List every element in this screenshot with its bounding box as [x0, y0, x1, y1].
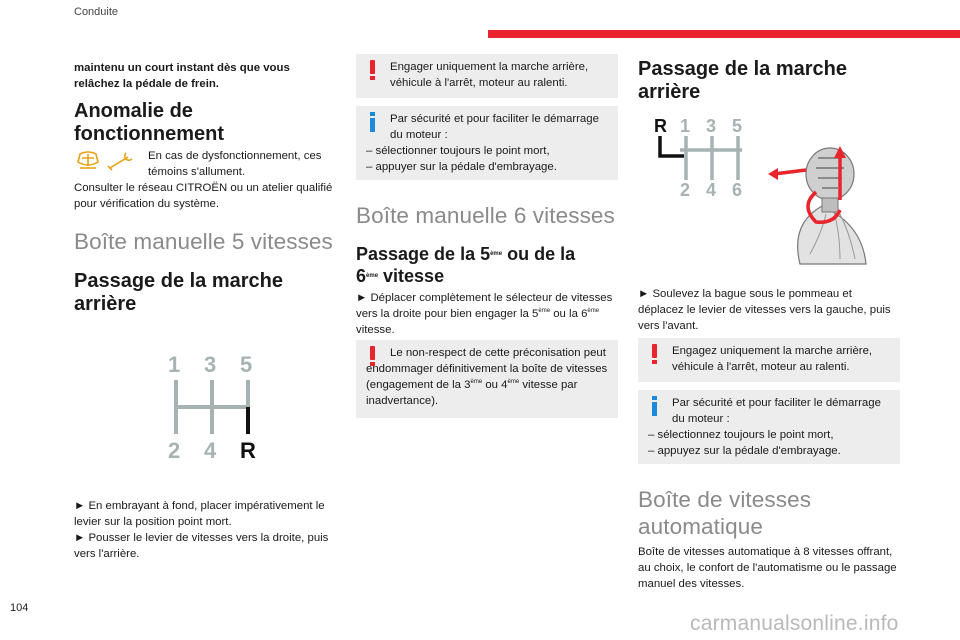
gear-5-label: 5	[240, 352, 253, 377]
page-number: 104	[10, 602, 29, 614]
anomaly-heading: Anomalie de fonctionnement	[74, 100, 224, 145]
warning-icon	[652, 344, 657, 364]
info-box-1	[356, 106, 618, 180]
warning-2-text: Le non-respect de cette préconisation peut endommager définitivement la boîte de vitesses (engagement de la 3ème ou 4ème vitesse par inadvertance).	[366, 347, 608, 407]
gearbox-5-heading: Boîte manuelle 5 vitesses	[74, 229, 333, 254]
gear-reverse-label: R	[240, 438, 256, 463]
gear-3-label: 3	[204, 352, 217, 377]
reverse-heading-6: Passage de la marche arrière	[638, 58, 848, 103]
reverse-6-step: ► Soulevez la bague sous le pommeau et déplacez le levier de vitesses vers la gauche, puis vers l'avant.	[638, 288, 891, 332]
header-accent-bar	[488, 30, 960, 38]
intro-text: maintenu un court instant dès que vous relâchez la pédale de frein.	[74, 62, 290, 90]
info-2-item: – appuyez sur la pédale d'embrayage.	[648, 445, 841, 457]
reverse-6-illustration	[650, 114, 890, 284]
shift-56-heading-part: vitesse	[378, 266, 445, 286]
info-icon	[652, 396, 657, 416]
gearbox-fault-icon	[78, 152, 98, 168]
info-2-title: Par sécurité et pour faciliter le démarrage du moteur :	[672, 397, 881, 425]
shift-56-text: ► Déplacer complètement le sélecteur de vitesses vers la droite pour bien engager la 5ème ou la 6ème vitesse.	[356, 292, 613, 336]
anomaly-text-1: En cas de dysfonctionnement, ces témoins s'allument.	[148, 150, 322, 178]
step-1: ► En embrayant à fond, placer impérativement le levier sur la position point mort.	[74, 500, 325, 528]
shift-56-heading-part: Passage de la 5	[356, 244, 491, 264]
warning-box-3	[638, 338, 900, 382]
warning-box-1	[356, 54, 618, 98]
warning-box-2	[356, 340, 618, 418]
info-2-item: – sélectionnez toujours le point mort,	[648, 429, 834, 441]
gear-2-label: 2	[168, 438, 181, 463]
shift-56-heading-line2	[356, 265, 618, 288]
shift-pattern-5-speed	[160, 352, 270, 462]
anomaly-text-2: Consulter le réseau CITROËN ou un atelier qualifié pour vérification du système.	[74, 182, 333, 210]
gear-6-label: 6	[732, 180, 743, 200]
warning-icon	[370, 60, 375, 80]
step-2: ► Pousser le levier de vitesses vers la droite, puis vers l'arrière.	[74, 532, 329, 560]
info-1-item: – sélectionner toujours le point mort,	[366, 145, 550, 157]
shift-56-heading-part: 6	[356, 266, 367, 286]
automatic-gearbox-heading: Boîte de vitesses automatique	[638, 487, 812, 539]
reverse-heading-5: Passage de la marche arrière	[74, 270, 284, 315]
shift-56-heading	[356, 243, 618, 266]
gear-5-label: 5	[732, 116, 743, 136]
shift-56-heading-part: ou de la	[502, 244, 576, 264]
watermark: carmanualsonline.info	[690, 612, 899, 635]
gearbox-6-heading: Boîte manuelle 6 vitesses	[356, 203, 615, 228]
info-box-2	[638, 390, 900, 464]
info-icon	[370, 112, 375, 132]
shift-56-heading-sup: ème	[366, 273, 379, 279]
gear-2-label: 2	[680, 180, 691, 200]
info-1-title: Par sécurité et pour faciliter le démarrage du moteur :	[390, 113, 599, 141]
service-wrench-icon	[108, 153, 132, 170]
warning-3-text: Engagez uniquement la marche arrière, véhicule à l'arrêt, moteur au ralenti.	[672, 345, 873, 373]
gear-4-label: 4	[204, 438, 217, 463]
info-1-item: – appuyer sur la pédale d'embrayage.	[366, 161, 557, 173]
warning-lamp-icons	[74, 148, 144, 174]
gear-reverse-label: R	[654, 116, 667, 136]
gear-3-label: 3	[706, 116, 717, 136]
shift-56-heading-sup: ème	[490, 251, 503, 257]
gear-1-label: 1	[168, 352, 181, 377]
gear-1-label: 1	[680, 116, 691, 136]
section-header: Conduite	[74, 6, 119, 18]
automatic-gearbox-text: Boîte de vitesses automatique à 8 vitesses offrant, au choix, le confort de l'automatisme ou le passage manuel des vitesses.	[638, 546, 897, 590]
gear-4-label: 4	[706, 180, 717, 200]
warning-1-text: Engager uniquement la marche arrière, véhicule à l'arrêt, moteur au ralenti.	[390, 61, 589, 89]
